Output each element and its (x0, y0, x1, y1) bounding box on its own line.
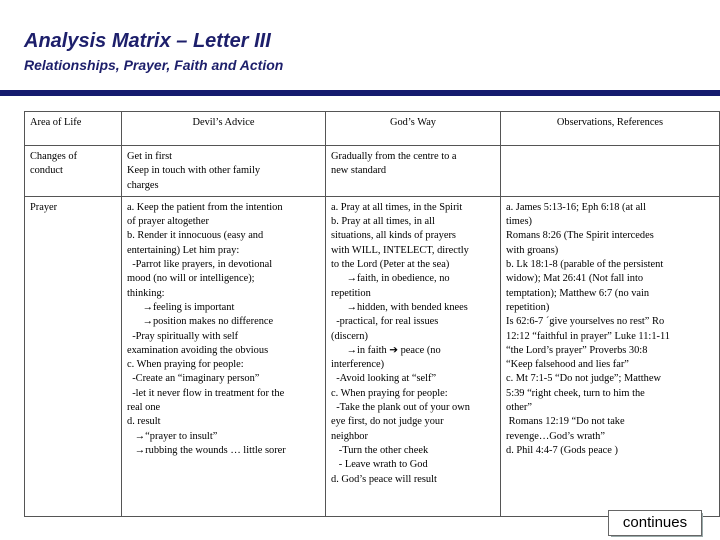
cell-text-line: →rubbing the wounds … little sorer (127, 444, 286, 456)
cell-text-line: c. When praying for people: (127, 359, 244, 371)
header-gods-way: God’s Way (326, 112, 501, 146)
cell-text-line: conduct (30, 165, 63, 177)
cell-devil (122, 196, 326, 516)
cell-text-line: repetition (331, 287, 371, 299)
cell-text-line: charges (127, 179, 159, 191)
cell-text-line: →in faith ➔ peace (no (331, 344, 441, 356)
cell-text-line: Romans 8:26 (The Spirit intercedes (506, 230, 654, 242)
cell-text-line: -Turn the other cheek (331, 444, 429, 456)
cell-text-line: -Parrot like prayers, in devotional (127, 259, 273, 271)
cell-text-line: to the Lord (Peter at the sea) (331, 259, 450, 271)
cell-text-line: (discern) (331, 330, 368, 342)
cell-god (326, 146, 501, 197)
cell-text-line: with WILL, INTELECT, directly (331, 244, 469, 256)
cell-text-line: thinking: (127, 287, 165, 299)
continues-button[interactable]: continues (608, 510, 702, 536)
cell-text-line: d. result (127, 416, 161, 428)
header-area-of-life: Area of Life (25, 112, 122, 146)
cell-observations (501, 146, 720, 197)
cell-text-line: Is 62:6-7 ´give yourselves no rest” Ro (506, 316, 665, 328)
cell-devil (122, 146, 326, 197)
header-observations: Observations, References (501, 112, 720, 146)
header-devils-advice: Devil’s Advice (122, 112, 326, 146)
cell-text-line: a. Pray at all times, in the Spirit (331, 201, 463, 213)
page-subtitle: Relationships, Prayer, Faith and Action (24, 57, 284, 73)
table-row (25, 146, 720, 197)
cell-text-line: d. Phil 4:4-7 (Gods peace ) (506, 444, 618, 456)
cell-text-line: eye first, do not judge your (331, 416, 444, 428)
cell-text-line: 12:12 “faithful in prayer” Luke 11:1-11 (506, 330, 670, 342)
cell-text-line: neighbor (331, 430, 368, 442)
cell-text-line: other” (506, 402, 532, 414)
cell-text-line: →position makes no difference (127, 316, 274, 328)
cell-text-line: →feeling is important (127, 301, 235, 313)
cell-text-line: of prayer altogether (127, 216, 209, 228)
cell-area (25, 196, 122, 516)
cell-text-line: real one (127, 402, 161, 414)
cell-text-line: with groans) (506, 244, 559, 256)
cell-text-line: Changes of (30, 151, 78, 162)
analysis-matrix-table (24, 111, 720, 517)
cell-text-line: Get in first (127, 151, 173, 162)
cell-text-line: d. God’s peace will result (331, 473, 437, 485)
cell-text-line: interference) (331, 359, 385, 371)
cell-text-line: widow); Mat 26:41 (Not fall into (506, 273, 644, 285)
cell-text-line: a. Keep the patient from the intention (127, 201, 283, 213)
cell-text-line: c. When praying for people: (331, 387, 448, 399)
cell-text-line: b. Render it innocuous (easy and (127, 230, 264, 242)
cell-text-line: b. Lk 18:1-8 (parable of the persistent (506, 259, 664, 271)
cell-text-line: -Pray spiritually with self (127, 330, 239, 342)
cell-text-line: →hidden, with bended knees (331, 301, 468, 313)
cell-text-line: -Avoid looking at “self” (331, 373, 437, 385)
cell-observations (501, 196, 720, 516)
table-header-row (25, 112, 720, 146)
cell-text-line: temptation); Matthew 6:7 (no vain (506, 287, 650, 299)
cell-text-line: Gradually from the centre to a (331, 151, 457, 162)
cell-text-line: “Keep falsehood and lies far” (506, 359, 629, 371)
cell-text-line: -let it never flow in treatment for the (127, 387, 285, 399)
cell-text-line: -practical, for real issues (331, 316, 439, 328)
cell-text-line: - Leave wrath to God (331, 459, 428, 471)
cell-text-line: entertaining) Let him pray: (127, 244, 240, 256)
cell-text-line: c. Mt 7:1-5 “Do not judge”; Matthew (506, 373, 661, 385)
cell-text-line: new standard (331, 165, 387, 177)
title-divider (0, 90, 720, 96)
cell-text-line: b. Pray at all times, in all (331, 216, 435, 228)
cell-area (25, 146, 122, 197)
cell-text-line: →faith, in obedience, no (331, 273, 450, 285)
cell-text-line: times) (506, 216, 532, 228)
cell-text-line: -Take the plank out of your own (331, 402, 470, 414)
cell-text-line: 5:39 “right cheek, turn to him the (506, 387, 645, 399)
table-row (25, 196, 720, 516)
cell-text-line: mood (no will or intelligence); (127, 273, 255, 285)
cell-text-line: repetition) (506, 301, 550, 313)
cell-god (326, 196, 501, 516)
cell-text-line: revenge…God’s wrath” (506, 430, 605, 442)
cell-text-line: a. James 5:13-16; Eph 6:18 (at all (506, 201, 646, 213)
cell-text-line: -Create an “imaginary person” (127, 373, 260, 385)
cell-text-line: Romans 12:19 “Do not take (506, 416, 625, 428)
cell-text-line: Keep in touch with other family (127, 165, 261, 177)
cell-text-line: →“prayer to insult” (127, 430, 218, 442)
cell-text-line: situations, all kinds of prayers (331, 230, 456, 242)
cell-text-line: “the Lord’s prayer” Proverbs 30:8 (506, 344, 648, 356)
cell-text-line: examination avoiding the obvious (127, 344, 269, 356)
cell-text-line: Prayer (30, 201, 58, 213)
page-title: Analysis Matrix – Letter III (24, 30, 271, 52)
